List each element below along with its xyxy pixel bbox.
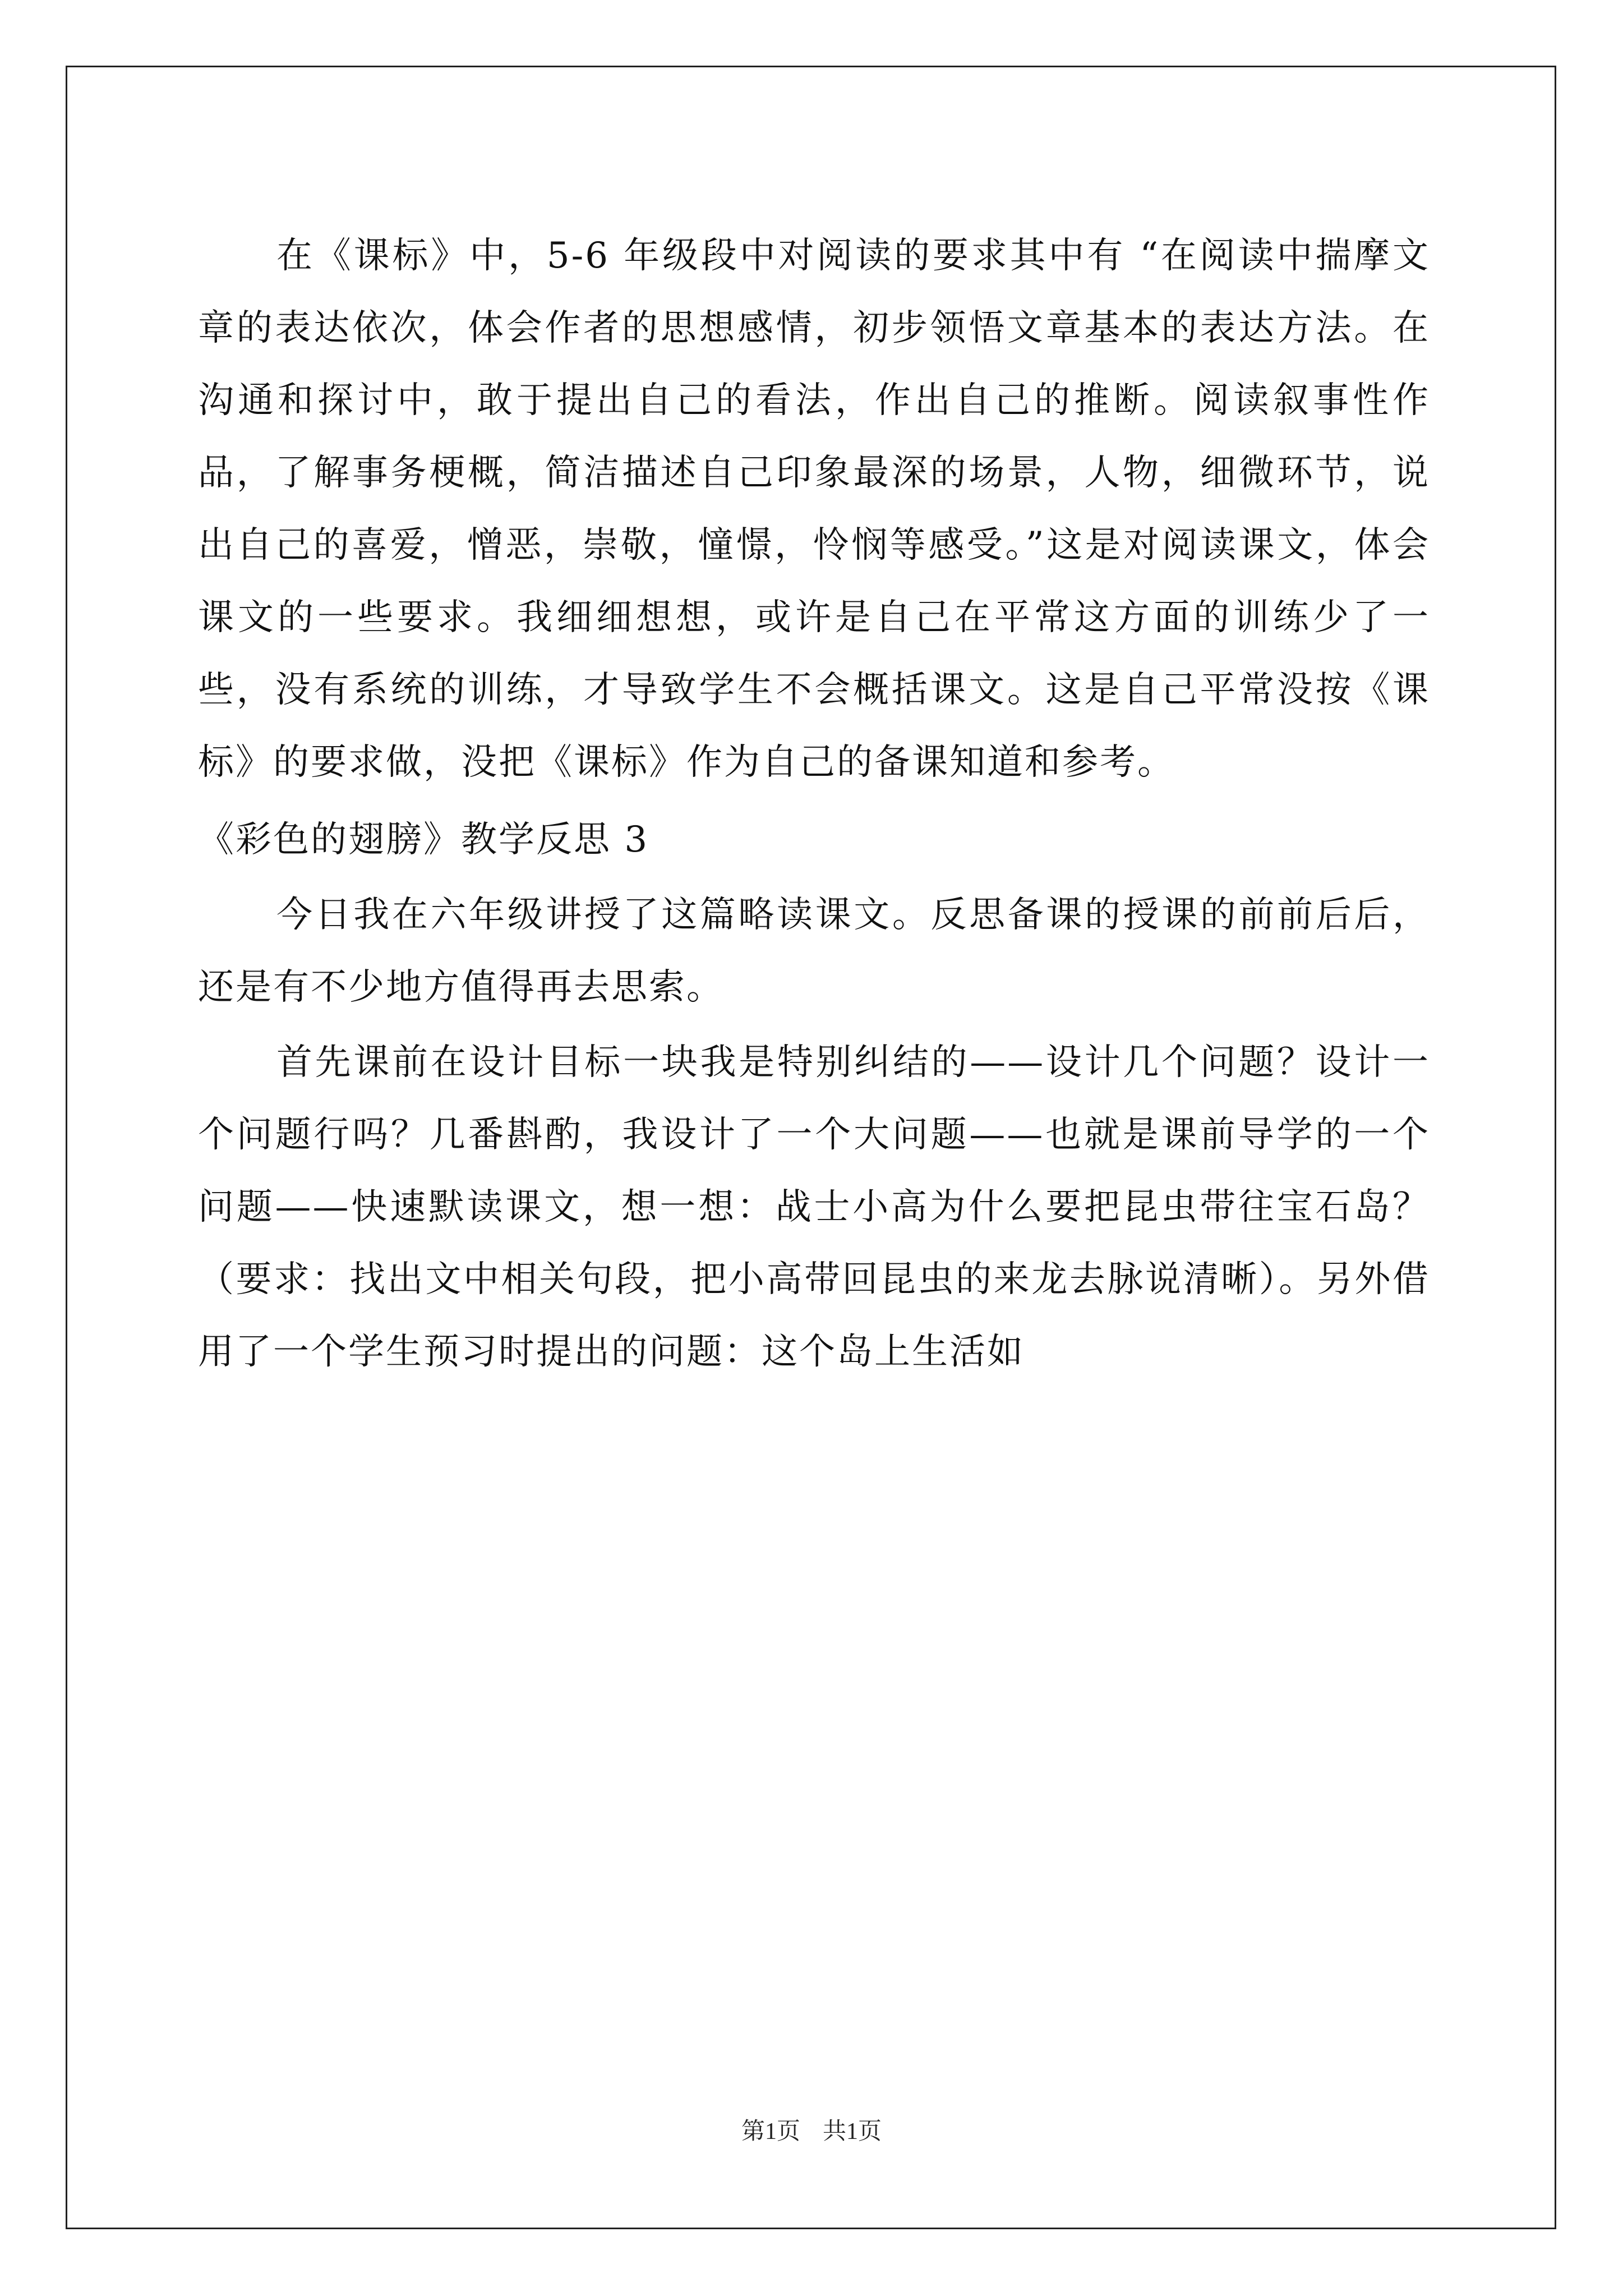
paragraph-curriculum-standards: 在《课标》中，5-6 年级段中对阅读的要求其中有 “在阅读中揣摩文章的表达依次，体会作者的思想感情，初步领悟文章基本的表达方法。在沟通和探讨中，敢于提出自己的看法，作出自己的推断。阅读叙事性作品，了解事务梗概，简洁描述自己印象最深的场景，人物，细微环节，说出自己的喜爱，憎恶，崇敬，憧憬，怜悯等感受。”这是对阅读课文，体会课文的一些要求。我细细想想，或许是自己在平常这方面的训练少了一些，没有系统的训练，才导致学生不会概括课文。这是自己平常没按《课标》的要求做，没把《课标》作为自己的备课知道和参考。 xyxy=(198,235,1430,783)
document-body xyxy=(198,220,1430,1388)
section-heading: 《彩色的翅膀》教学反思 3 xyxy=(198,819,649,861)
paragraph-lesson-design: 首先课前在设计目标一块我是特别纠结的——设计几个问题？设计一个问题行吗？几番斟酌，我设计了一个大问题——也就是课前导学的一个问题——快速默读课文，想一想：战士小高为什么要把昆虫带往宝石岛？（要求：找出文中相关句段，把小高带回昆虫的来龙去脉说清晰）。另外借用了一个学生预习时提出的问题：这个岛上生活如 xyxy=(198,1042,1430,1373)
page-number: 第1页 xyxy=(741,2119,800,2145)
page-total: 共1页 xyxy=(823,2119,882,2145)
page-footer xyxy=(0,2118,1623,2146)
paragraph-today-lesson: 今日我在六年级讲授了这篇略读课文。反思备课的授课的前前后后，还是有不少地方值得再去思索。 xyxy=(198,894,1430,1008)
